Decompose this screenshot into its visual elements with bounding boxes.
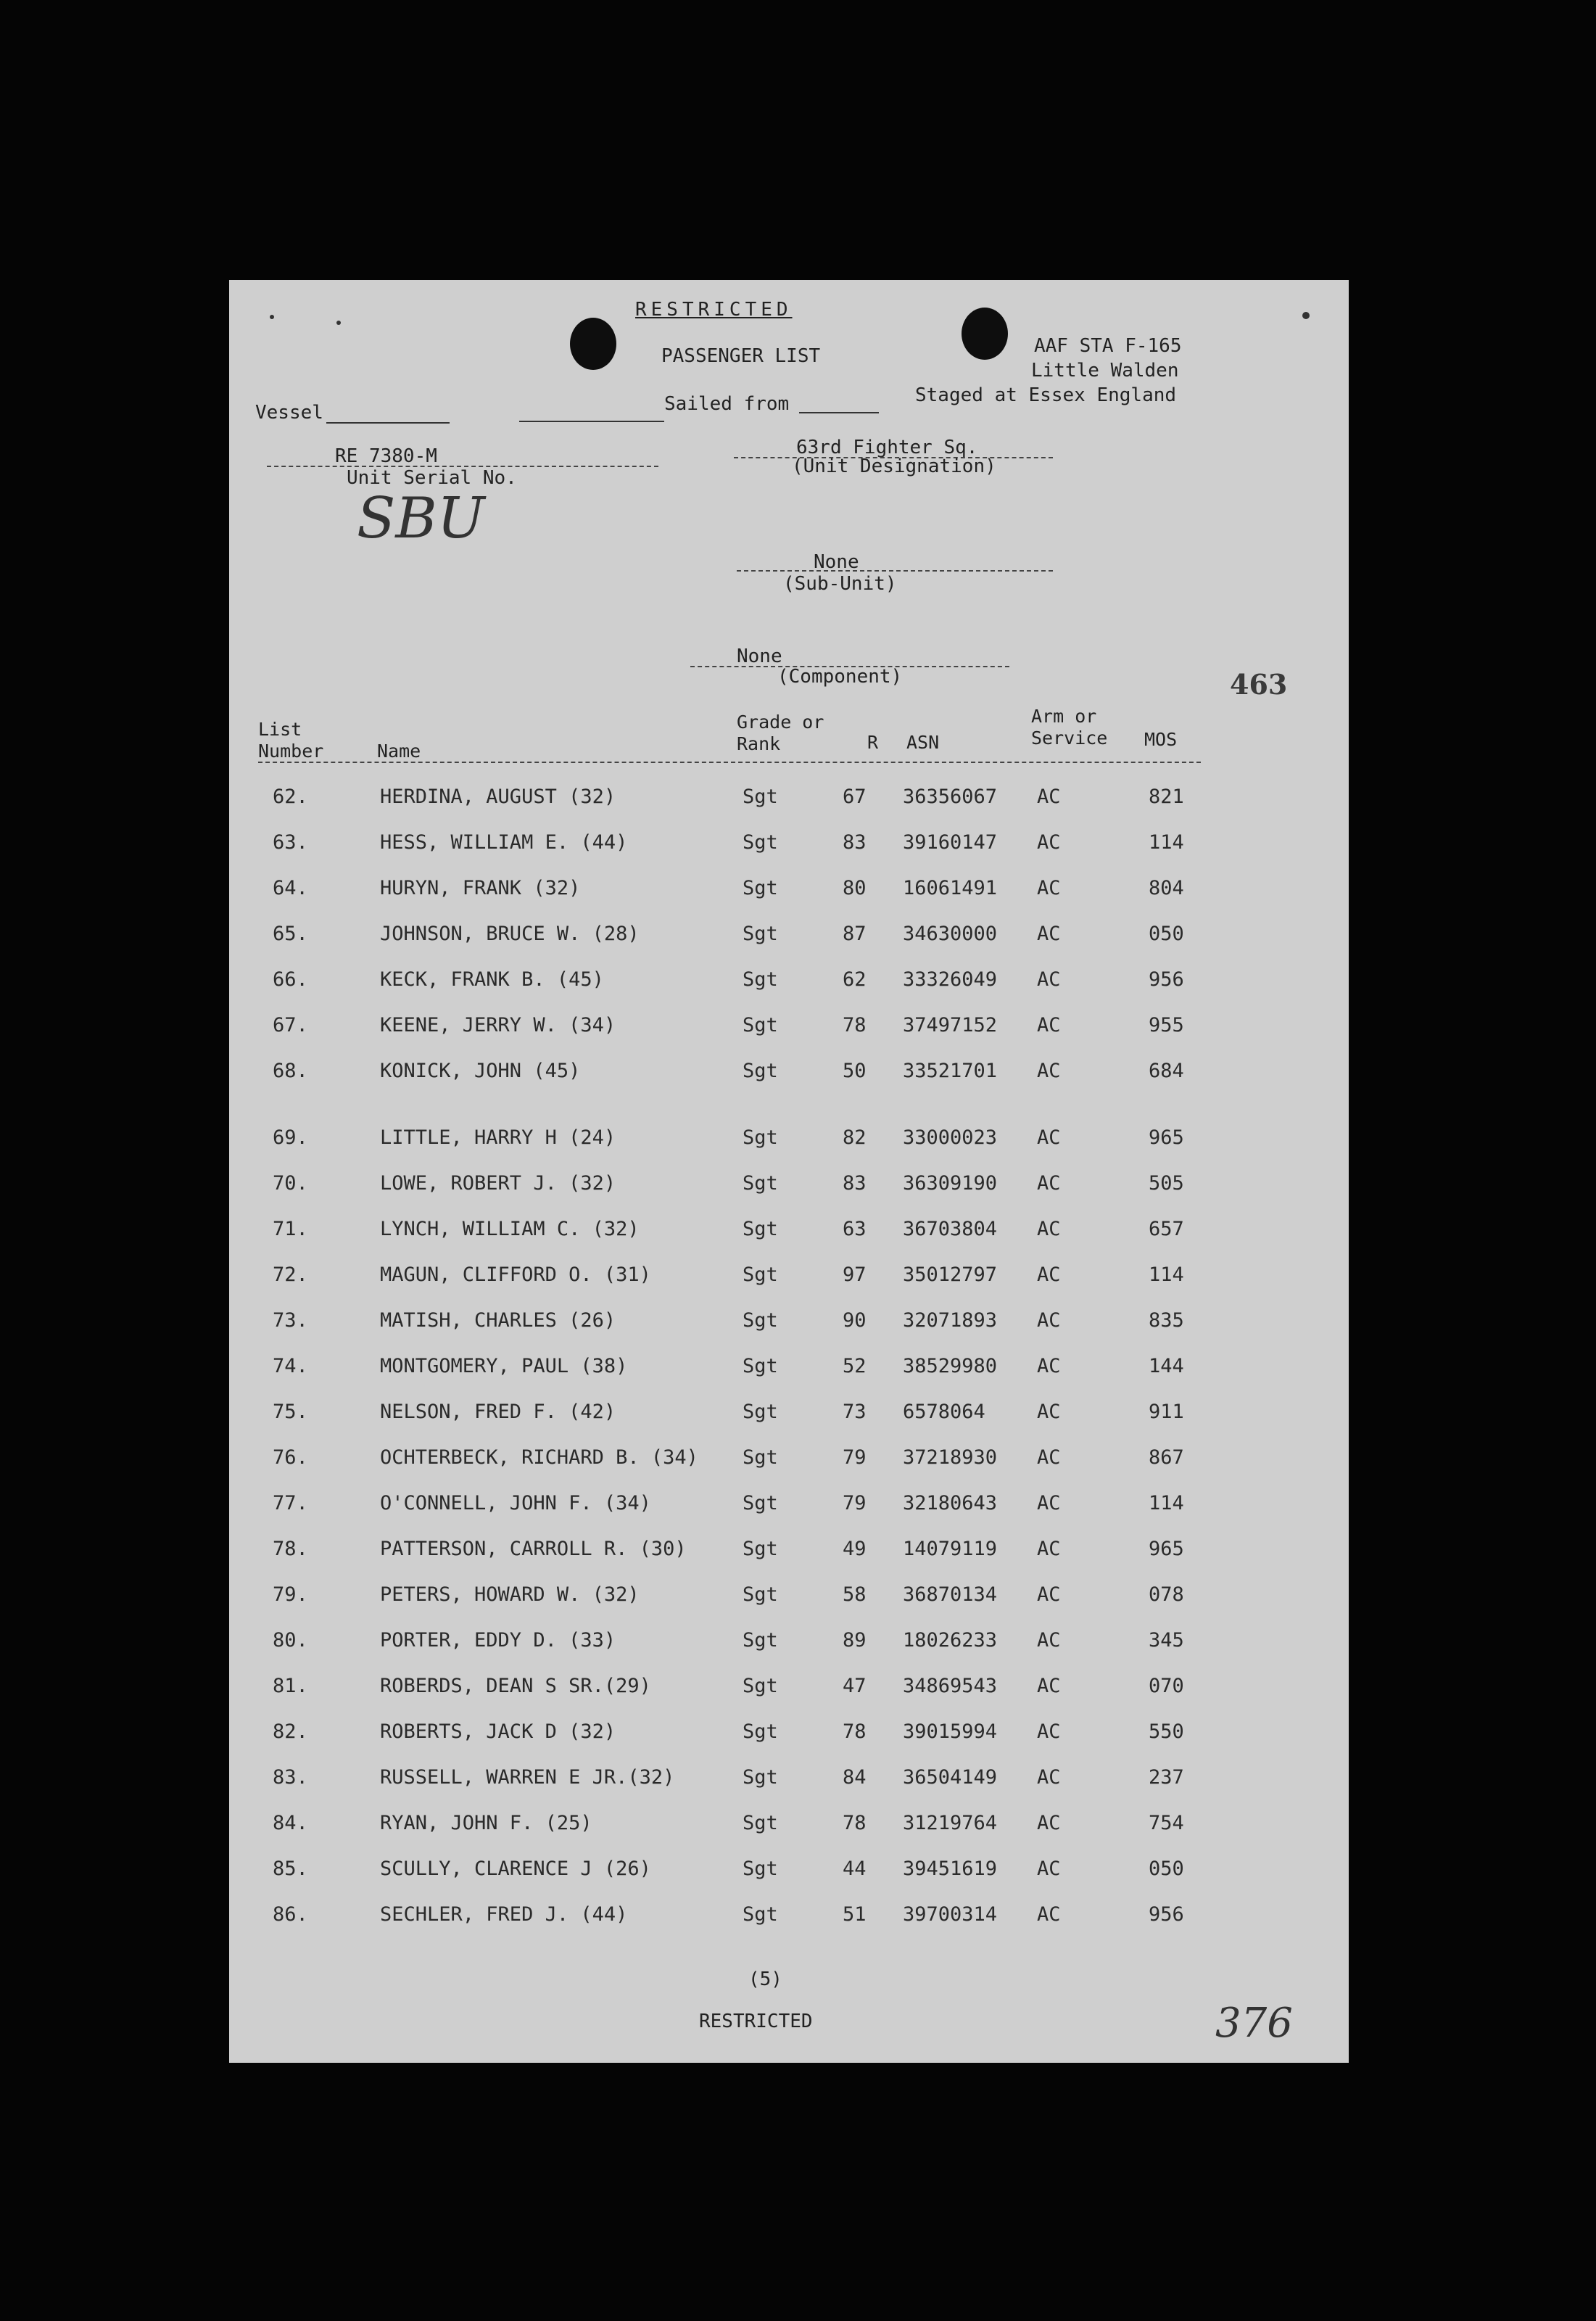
mos: 956	[1149, 968, 1184, 991]
passenger-name: NELSON, FRED F. (42)	[380, 1401, 616, 1423]
r-value: 83	[843, 831, 867, 854]
asn: 38529980	[903, 1355, 998, 1377]
grade: Sgt	[743, 1218, 778, 1240]
list-number: 63.	[273, 831, 308, 854]
passenger-name: PORTER, EDDY D. (33)	[380, 1629, 616, 1652]
passenger-name: PETERS, HOWARD W. (32)	[380, 1583, 640, 1606]
mos: 965	[1149, 1126, 1184, 1149]
arm-service: AC	[1037, 1218, 1061, 1240]
arm-service: AC	[1037, 1014, 1061, 1036]
mos: 144	[1149, 1355, 1184, 1377]
unit-designation-value: 63rd Fighter Sq.	[796, 437, 978, 458]
table-row	[229, 1354, 1349, 1383]
list-number: 76.	[273, 1446, 308, 1469]
arm-service: AC	[1037, 1858, 1061, 1880]
asn: 36309190	[903, 1172, 998, 1195]
passenger-name: PATTERSON, CARROLL R. (30)	[380, 1538, 687, 1560]
r-value: 52	[843, 1355, 867, 1377]
passenger-name: HURYN, FRANK (32)	[380, 877, 581, 899]
sub-unit-line	[737, 570, 1053, 572]
arm-service: AC	[1037, 923, 1061, 945]
arm-service: AC	[1037, 1060, 1061, 1082]
r-value: 49	[843, 1538, 867, 1560]
arm-service: AC	[1037, 1583, 1061, 1606]
r-value: 47	[843, 1675, 867, 1697]
mos: 078	[1149, 1583, 1184, 1606]
list-number: 77.	[273, 1492, 308, 1514]
grade: Sgt	[743, 786, 778, 808]
grade: Sgt	[743, 877, 778, 899]
table-row	[229, 1308, 1349, 1337]
arm-service: AC	[1037, 1903, 1061, 1926]
mos: 657	[1149, 1218, 1184, 1240]
table-row	[229, 1263, 1349, 1292]
r-value: 79	[843, 1446, 867, 1469]
grade: Sgt	[743, 1903, 778, 1926]
r-value: 87	[843, 923, 867, 945]
asn: 33521701	[903, 1060, 998, 1082]
table-row	[229, 1217, 1349, 1246]
asn: 33000023	[903, 1126, 998, 1149]
asn: 37497152	[903, 1014, 998, 1036]
passenger-name: MAGUN, CLIFFORD O. (31)	[380, 1263, 651, 1286]
mos: 550	[1149, 1720, 1184, 1743]
col-grade-1: Grade or	[737, 712, 824, 733]
asn: 34630000	[903, 923, 998, 945]
mos: 684	[1149, 1060, 1184, 1082]
table-row	[229, 1720, 1349, 1749]
col-r: R	[867, 732, 879, 753]
table-row	[229, 830, 1349, 859]
passenger-name: LYNCH, WILLIAM C. (32)	[380, 1218, 640, 1240]
grade: Sgt	[743, 1583, 778, 1606]
asn: 39451619	[903, 1858, 998, 1880]
r-value: 58	[843, 1583, 867, 1606]
asn: 39015994	[903, 1720, 998, 1743]
mos: 867	[1149, 1446, 1184, 1469]
list-number: 79.	[273, 1583, 308, 1606]
table-row	[229, 968, 1349, 997]
table-row	[229, 876, 1349, 905]
arm-service: AC	[1037, 1309, 1061, 1332]
list-number: 68.	[273, 1060, 308, 1082]
restricted-heading: RESTRICTED	[635, 299, 793, 321]
r-value: 78	[843, 1014, 867, 1036]
r-value: 67	[843, 786, 867, 808]
passenger-name: ROBERDS, DEAN S SR.(29)	[380, 1675, 651, 1697]
table-row	[229, 1171, 1349, 1200]
arm-service: AC	[1037, 1629, 1061, 1652]
list-number: 71.	[273, 1218, 308, 1240]
arm-service: AC	[1037, 1126, 1061, 1149]
asn: 36504149	[903, 1766, 998, 1789]
page-number: (5)	[748, 1968, 782, 1990]
passenger-name: HERDINA, AUGUST (32)	[380, 786, 616, 808]
r-value: 73	[843, 1401, 867, 1423]
arm-service: AC	[1037, 1355, 1061, 1377]
mos: 956	[1149, 1903, 1184, 1926]
arm-service: AC	[1037, 1446, 1061, 1469]
table-row	[229, 1491, 1349, 1520]
unit-serial-value: RE 7380-M	[335, 445, 437, 467]
arm-service: AC	[1037, 1538, 1061, 1560]
mos: 114	[1149, 1263, 1184, 1286]
passenger-name: LITTLE, HARRY H (24)	[380, 1126, 616, 1149]
restricted-footer: RESTRICTED	[699, 2011, 813, 2032]
table-row	[229, 1902, 1349, 1932]
r-value: 82	[843, 1126, 867, 1149]
passenger-name: MONTGOMERY, PAUL (38)	[380, 1355, 628, 1377]
mos: 050	[1149, 1858, 1184, 1880]
grade: Sgt	[743, 1060, 778, 1082]
list-number: 81.	[273, 1675, 308, 1697]
table-row	[229, 785, 1349, 814]
asn: 35012797	[903, 1263, 998, 1286]
r-value: 83	[843, 1172, 867, 1195]
mos: 911	[1149, 1401, 1184, 1423]
table-row	[229, 1537, 1349, 1566]
grade: Sgt	[743, 1401, 778, 1423]
passenger-name: RUSSELL, WARREN E JR.(32)	[380, 1766, 675, 1789]
grade: Sgt	[743, 1675, 778, 1697]
grade: Sgt	[743, 1126, 778, 1149]
unit-designation-caption: (Unit Designation)	[792, 455, 996, 477]
list-number: 84.	[273, 1812, 308, 1834]
arm-service: AC	[1037, 1675, 1061, 1697]
r-value: 78	[843, 1720, 867, 1743]
grade: Sgt	[743, 1014, 778, 1036]
handwritten-code: SBU	[357, 486, 485, 551]
grade: Sgt	[743, 1172, 778, 1195]
grade: Sgt	[743, 1446, 778, 1469]
mos: 050	[1149, 923, 1184, 945]
r-value: 89	[843, 1629, 867, 1652]
r-value: 79	[843, 1492, 867, 1514]
col-asn: ASN	[906, 732, 940, 753]
passenger-name: JOHNSON, BRUCE W. (28)	[380, 923, 640, 945]
list-number: 73.	[273, 1309, 308, 1332]
asn: 31219764	[903, 1812, 998, 1834]
mos: 237	[1149, 1766, 1184, 1789]
document-title: PASSENGER LIST	[661, 345, 821, 367]
table-row	[229, 1126, 1349, 1155]
passenger-name: LOWE, ROBERT J. (32)	[380, 1172, 616, 1195]
asn: 16061491	[903, 877, 998, 899]
asn: 36356067	[903, 786, 998, 808]
passenger-name: KECK, FRANK B. (45)	[380, 968, 604, 991]
list-number: 86.	[273, 1903, 308, 1926]
passenger-name: KEENE, JERRY W. (34)	[380, 1014, 616, 1036]
list-number: 83.	[273, 1766, 308, 1789]
punch-hole-left	[570, 318, 616, 370]
speck	[1302, 312, 1310, 319]
passenger-name: SECHLER, FRED J. (44)	[380, 1903, 628, 1926]
asn: 36703804	[903, 1218, 998, 1240]
sailed-from-line	[799, 412, 879, 413]
grade: Sgt	[743, 1355, 778, 1377]
arm-service: AC	[1037, 786, 1061, 808]
arm-service: AC	[1037, 831, 1061, 854]
table-row	[229, 1013, 1349, 1042]
table-row	[229, 1583, 1349, 1612]
grade: Sgt	[743, 1538, 778, 1560]
list-number: 78.	[273, 1538, 308, 1560]
r-value: 90	[843, 1309, 867, 1332]
arm-service: AC	[1037, 1720, 1061, 1743]
list-number: 67.	[273, 1014, 308, 1036]
station-line-2: Little Walden	[1031, 360, 1179, 382]
passenger-name: HESS, WILLIAM E. (44)	[380, 831, 628, 854]
r-value: 63	[843, 1218, 867, 1240]
mos: 114	[1149, 831, 1184, 854]
asn: 39160147	[903, 831, 998, 854]
table-row	[229, 1857, 1349, 1886]
grade: Sgt	[743, 1812, 778, 1834]
list-number: 74.	[273, 1355, 308, 1377]
mos: 965	[1149, 1538, 1184, 1560]
col-grade-2: Rank	[737, 733, 781, 754]
staged-at-label: Staged at Essex England	[915, 384, 1177, 406]
list-number: 62.	[273, 786, 308, 808]
passenger-list-page	[229, 280, 1349, 2063]
mos: 114	[1149, 1492, 1184, 1514]
col-list-number-2: Number	[258, 741, 324, 762]
table-row	[229, 1628, 1349, 1657]
arm-service: AC	[1037, 1492, 1061, 1514]
col-list-number-1: List	[258, 719, 302, 740]
list-number: 66.	[273, 968, 308, 991]
asn: 33326049	[903, 968, 998, 991]
stamp-number: 463	[1230, 668, 1288, 701]
unit-serial-caption: Unit Serial No.	[347, 467, 517, 489]
table-row	[229, 922, 1349, 951]
table-row	[229, 1674, 1349, 1703]
table-row	[229, 1811, 1349, 1840]
table-row	[229, 1765, 1349, 1794]
grade: Sgt	[743, 1858, 778, 1880]
header-underline	[258, 762, 1201, 763]
r-value: 50	[843, 1060, 867, 1082]
passenger-name: MATISH, CHARLES (26)	[380, 1309, 616, 1332]
passenger-name: KONICK, JOHN (45)	[380, 1060, 581, 1082]
arm-service: AC	[1037, 968, 1061, 991]
list-number: 65.	[273, 923, 308, 945]
passenger-name: RYAN, JOHN F. (25)	[380, 1812, 592, 1834]
list-number: 64.	[273, 877, 308, 899]
grade: Sgt	[743, 1492, 778, 1514]
r-value: 51	[843, 1903, 867, 1926]
passenger-name: SCULLY, CLARENCE J (26)	[380, 1858, 651, 1880]
asn: 32180643	[903, 1492, 998, 1514]
mos: 804	[1149, 877, 1184, 899]
arm-service: AC	[1037, 1812, 1061, 1834]
component-value: None	[737, 646, 782, 667]
r-value: 97	[843, 1263, 867, 1286]
grade: Sgt	[743, 923, 778, 945]
passenger-name: O'CONNELL, JOHN F. (34)	[380, 1492, 651, 1514]
grade: Sgt	[743, 831, 778, 854]
list-number: 82.	[273, 1720, 308, 1743]
r-value: 44	[843, 1858, 867, 1880]
list-number: 85.	[273, 1858, 308, 1880]
grade: Sgt	[743, 1720, 778, 1743]
list-number: 70.	[273, 1172, 308, 1195]
arm-service: AC	[1037, 1263, 1061, 1286]
r-value: 62	[843, 968, 867, 991]
table-row	[229, 1400, 1349, 1429]
col-arm-1: Arm or	[1031, 706, 1097, 727]
table-row	[229, 1059, 1349, 1088]
mos: 955	[1149, 1014, 1184, 1036]
sub-unit-caption: (Sub-Unit)	[783, 573, 897, 595]
grade: Sgt	[743, 968, 778, 991]
asn: 6578064	[903, 1401, 985, 1423]
r-value: 80	[843, 877, 867, 899]
grade: Sgt	[743, 1263, 778, 1286]
asn: 14079119	[903, 1538, 998, 1560]
station-line-1: AAF STA F-165	[1034, 335, 1182, 357]
mos: 070	[1149, 1675, 1184, 1697]
list-number: 69.	[273, 1126, 308, 1149]
asn: 39700314	[903, 1903, 998, 1926]
col-mos: MOS	[1144, 729, 1178, 750]
passenger-name: OCHTERBECK, RICHARD B. (34)	[380, 1446, 698, 1469]
handwritten-page-number: 376	[1215, 2000, 1293, 2047]
mos: 835	[1149, 1309, 1184, 1332]
grade: Sgt	[743, 1766, 778, 1789]
col-arm-2: Service	[1031, 727, 1108, 749]
list-number: 80.	[273, 1629, 308, 1652]
list-number: 75.	[273, 1401, 308, 1423]
list-number: 72.	[273, 1263, 308, 1286]
r-value: 84	[843, 1766, 867, 1789]
col-name: Name	[377, 741, 421, 762]
asn: 18026233	[903, 1629, 998, 1652]
asn: 32071893	[903, 1309, 998, 1332]
passenger-name: ROBERTS, JACK D (32)	[380, 1720, 616, 1743]
grade: Sgt	[743, 1309, 778, 1332]
sailed-from-label: Sailed from	[664, 393, 790, 415]
sub-unit-value: None	[814, 551, 859, 573]
punch-hole-right	[962, 308, 1008, 360]
mos: 345	[1149, 1629, 1184, 1652]
asn: 36870134	[903, 1583, 998, 1606]
mos: 505	[1149, 1172, 1184, 1195]
mos: 821	[1149, 786, 1184, 808]
speck	[336, 321, 341, 325]
arm-service: AC	[1037, 877, 1061, 899]
vessel-line	[326, 422, 450, 424]
component-caption: (Component)	[777, 666, 903, 688]
arm-service: AC	[1037, 1401, 1061, 1423]
asn: 37218930	[903, 1446, 998, 1469]
arm-service: AC	[1037, 1766, 1061, 1789]
grade: Sgt	[743, 1629, 778, 1652]
arm-service: AC	[1037, 1172, 1061, 1195]
r-value: 78	[843, 1812, 867, 1834]
vessel-line-2	[519, 421, 664, 422]
speck	[270, 315, 274, 319]
asn: 34869543	[903, 1675, 998, 1697]
table-row	[229, 1446, 1349, 1475]
mos: 754	[1149, 1812, 1184, 1834]
vessel-label: Vessel	[255, 402, 323, 424]
